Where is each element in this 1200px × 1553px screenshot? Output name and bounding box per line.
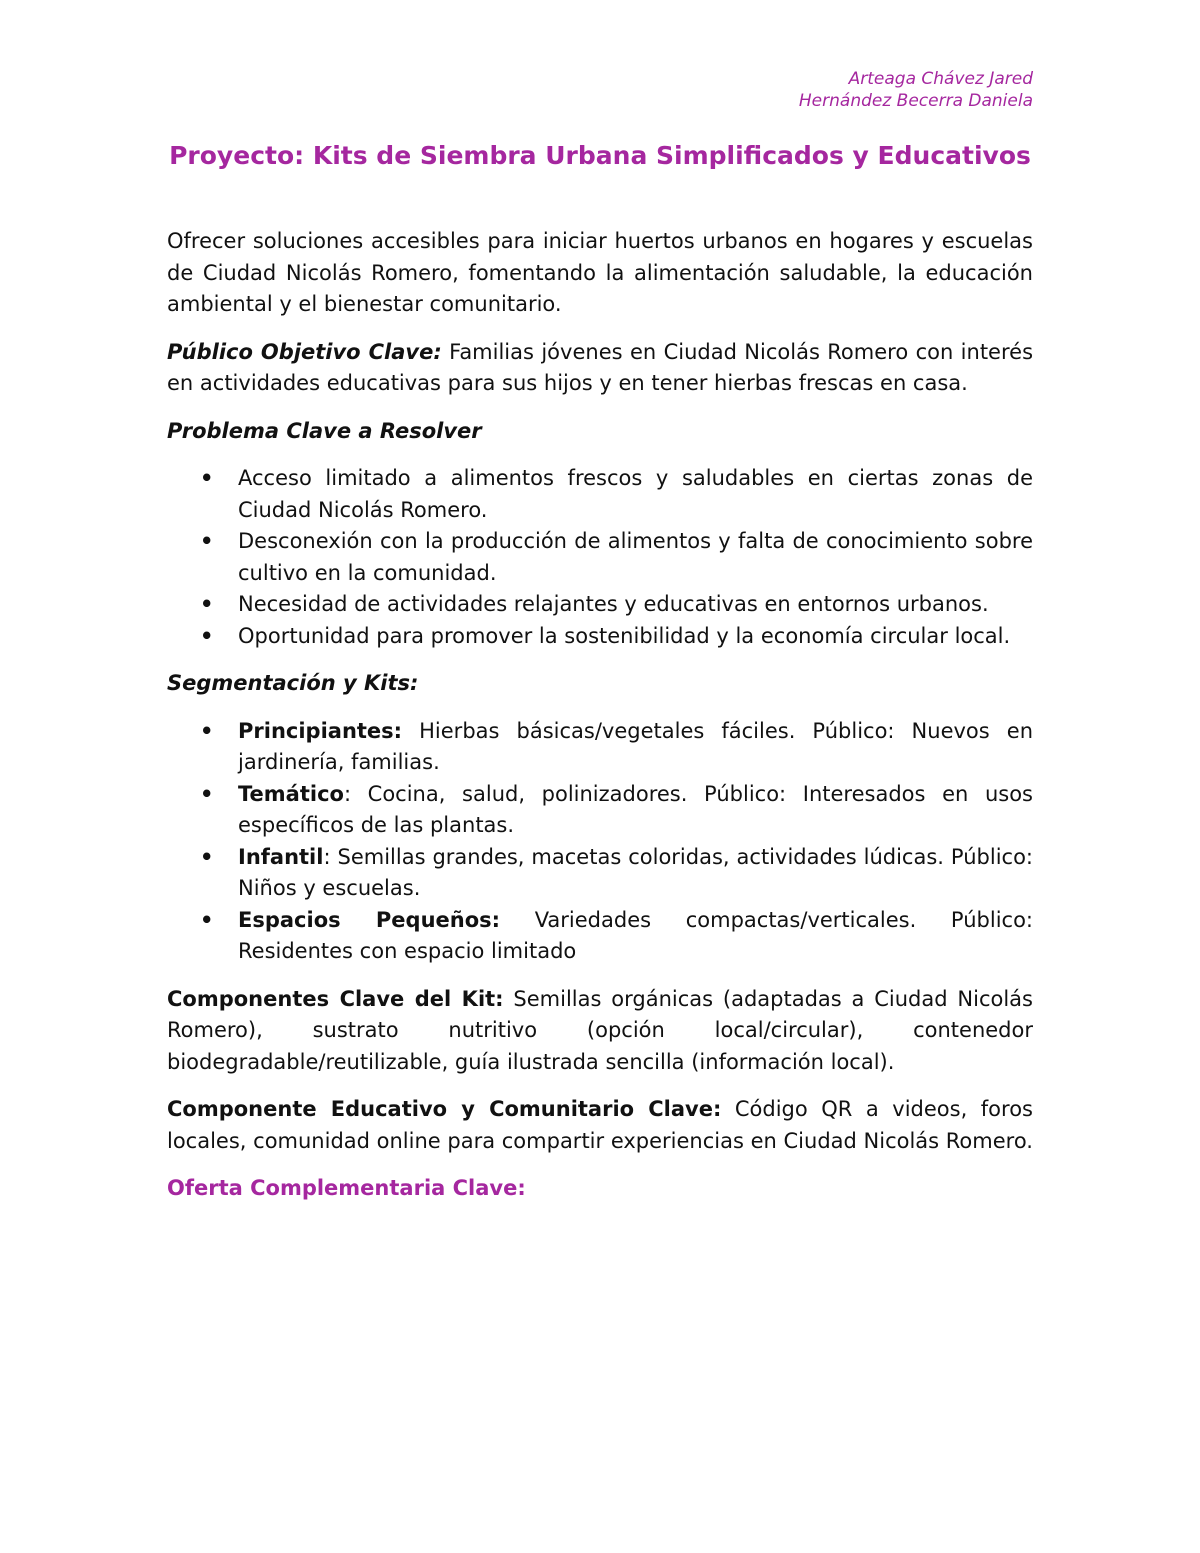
list-item [167, 621, 1033, 653]
componentes-text: Semillas orgánicas (adaptadas a Ciudad Nicolás Romero), sustrato nutritivo (opción local/circular), contenedor biodegradable/reutilizable, guía ilustrada sencilla (información local). [167, 986, 1033, 1074]
document-title: Proyecto: Kits de Siembra Urbana Simplificados y Educativos [169, 141, 1031, 170]
publico-paragraph [167, 337, 1033, 400]
oferta-heading: Oferta Complementaria Clave: [167, 1176, 526, 1200]
bullet-icon: • [200, 844, 214, 869]
list-item-text: Oportunidad para promover la sostenibilidad y la economía circular local. [238, 623, 1011, 648]
author-header [799, 68, 1033, 112]
list-item [167, 779, 1033, 842]
kit-label: Temático [238, 781, 344, 806]
author-name: Arteaga Chávez Jared [848, 69, 1033, 89]
list-item-text: Acceso limitado a alimentos frescos y saludables en ciertas zonas de Ciudad Nicolás Romero. [238, 466, 1033, 522]
list-item [167, 463, 1033, 526]
list-item [167, 905, 1033, 968]
list-item-text: Necesidad de actividades relajantes y educativas en entornos urbanos. [238, 592, 989, 616]
componentes-label: Componentes Clave del Kit: [167, 986, 504, 1011]
bullet-icon: • [200, 907, 214, 932]
bullet-icon: • [200, 718, 214, 743]
kit-description: Hierbas básicas/vegetales fáciles. Público: Nuevos en jardinería, familias. [238, 718, 1033, 774]
kit-description: Variedades compactas/verticales. Público: Residentes con espacio limitado [238, 907, 1033, 963]
author-name: Hernández Becerra Daniela [798, 91, 1033, 111]
componentes-paragraph [167, 984, 1033, 1079]
document-body [167, 226, 1033, 1205]
educativo-text: Código QR a videos, foros locales, comunidad online para compartir experiencias en Ciudad Nicolás Romero. [167, 1097, 1033, 1153]
kit-label: Infantil [238, 844, 324, 869]
kit-label: Principiantes: [238, 718, 403, 743]
bullet-icon: • [200, 466, 214, 490]
educativo-paragraph [167, 1094, 1033, 1157]
educativo-label: Componente Educativo y Comunitario Clave: [167, 1097, 722, 1121]
list-item [167, 716, 1033, 779]
list-item [167, 526, 1033, 589]
list-item-text: Desconexión con la producción de alimentos y falta de conocimiento sobre cultivo en la comunidad. [238, 529, 1033, 585]
bullet-icon: • [200, 529, 214, 553]
publico-label: Público Objetivo Clave: [167, 339, 442, 364]
bullet-icon: • [200, 623, 214, 648]
segmentacion-heading: Segmentación y Kits: [167, 671, 419, 695]
intro-paragraph: Ofrecer soluciones accesibles para iniciar huertos urbanos en hogares y escuelas de Ciudad Nicolás Romero, fomentando la alimentación saludable, la educación ambiental y el bienestar comunitario. [167, 229, 1033, 316]
kit-label: Espacios Pequeños: [238, 907, 501, 932]
publico-text: Familias jóvenes en Ciudad Nicolás Romero con interés en actividades educativas para sus hijos y en tener hierbas frescas en casa. [167, 339, 1034, 395]
kit-description: : Semillas grandes, macetas coloridas, actividades lúdicas. Público: Niños y escuelas. [238, 844, 1033, 900]
bullet-icon: • [200, 781, 214, 806]
problema-heading: Problema Clave a Resolver [167, 418, 482, 443]
bullet-icon: • [200, 592, 214, 616]
list-item [167, 589, 1033, 621]
kit-description: : Cocina, salud, polinizadores. Público: Interesados en usos específicos de las plantas. [238, 781, 1033, 837]
problema-list [167, 463, 1033, 652]
list-item [167, 842, 1033, 905]
segmentacion-list [167, 716, 1033, 968]
